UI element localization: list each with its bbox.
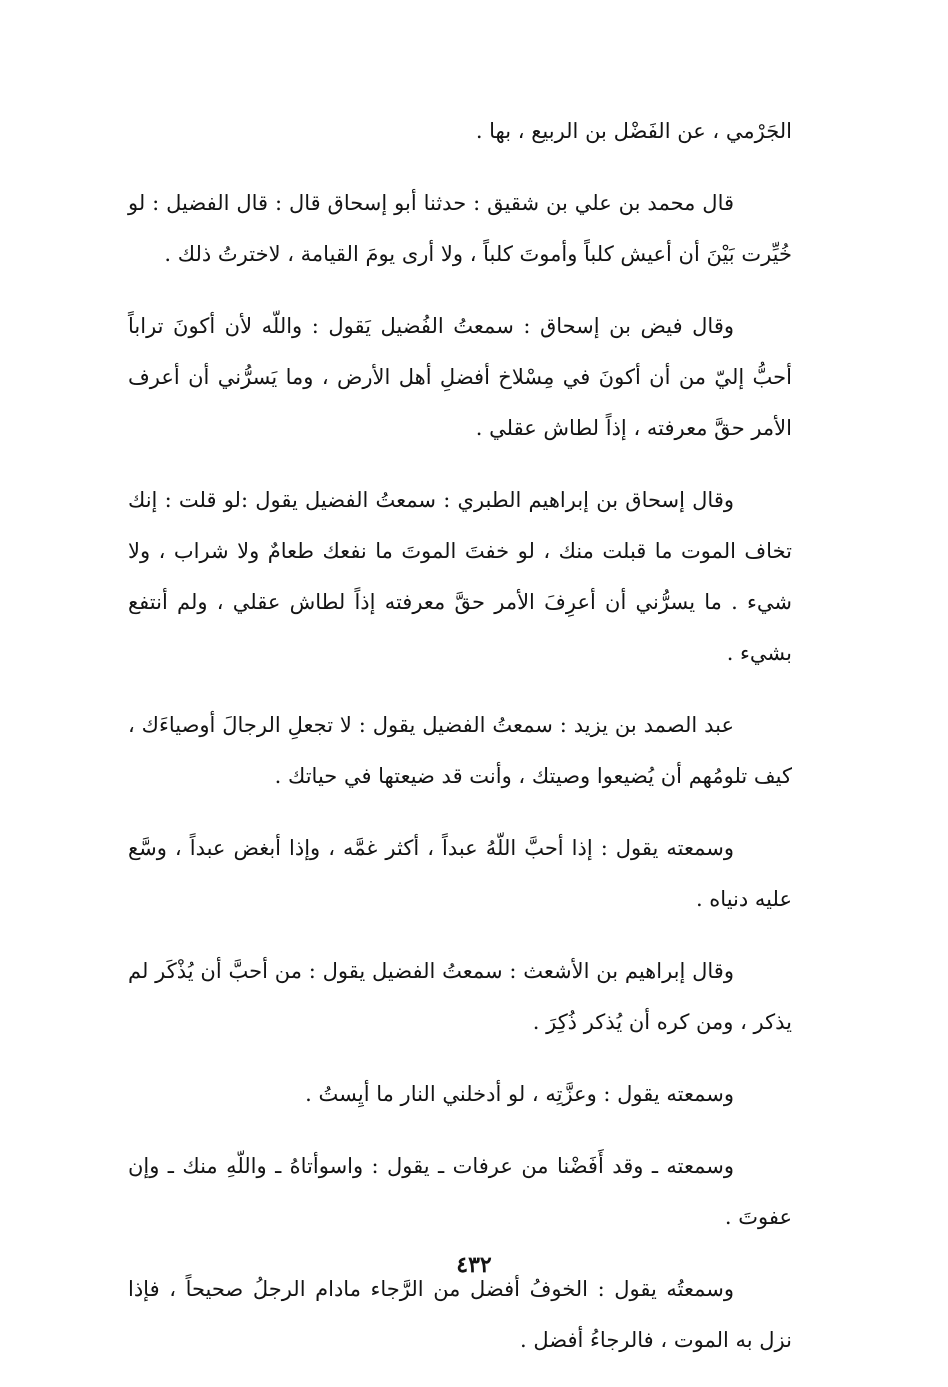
paragraph: وسمعته يقول : إذا أحبَّ اللّهُ عبداً ، أكثر غمَّه ، وإذا أبغض عبداً ، وسَّع عليه دنياه . xyxy=(128,836,792,911)
paragraph: عبد الصمد بن يزيد : سمعتُ الفضيل يقول : لا تجعلِ الرجالَ أوصياءَك ، كيف تلومُهم أن يُضيعوا وصيتك ، وأنت قد ضيعتها في حياتك . xyxy=(128,713,792,788)
paragraph: قال محمد بن علي بن شقيق : حدثنا أبو إسحاق قال : قال الفضيل : لو خُيِّرت بَيْنَ أن أعيش كلباً وأموتَ كلباً ، ولا أرى يومَ القيامة ، لاخترتُ ذلك . xyxy=(128,191,792,266)
paragraph: وسمعته ـ وقد أَفَضْنا من عرفات ـ يقول : واسوأتاهُ ـ واللّهِ منك ـ وإن عفوتَ . xyxy=(128,1154,792,1229)
page-number: ٤٣٢ xyxy=(456,1252,492,1278)
paragraph: وسمعتُه يقول : الخوفُ أفضل من الرَّجاء مادام الرجلُ صحيحاً ، فإذا نزل به الموت ، فالرجاءُ أفضل . xyxy=(128,1277,792,1352)
paragraph: الجَرْمي ، عن الفَضْل بن الربيع ، بها . xyxy=(475,119,792,143)
paragraph: وقال إبراهيم بن الأشعث : سمعتُ الفضيل يقول : من أحبَّ أن يُذْكَر لم يذكر ، ومن كره أن يُذكر ذُكِرَ . xyxy=(128,959,792,1034)
body-text xyxy=(128,106,792,1387)
paragraph: وقال إسحاق بن إبراهيم الطبري : سمعتُ الفضيل يقول :لو قلت : إنك تخاف الموت ما قبلت منك ، لو خفتَ الموتَ ما نفعك طعامٌ ولا شراب ، ولا شيء . ما يسرُّني أن أعرِفَ الأمر حقَّ معرفته إذاً لطاش عقلي ، ولم أنتفع بشيء . xyxy=(128,488,792,665)
paragraph: وقال فيض بن إسحاق : سمعتُ الفُضيل يَقول : واللّه لأن أكونَ تراباً أحبُّ إليّ من أن أكونَ في مِسْلاخ أفضلِ أهل الأرض ، وما يَسرُّني أن أعرف الأمر حقَّ معرفته ، إذاً لطاش عقلي . xyxy=(128,314,792,440)
paragraph: وسمعته يقول : وعزَّتِه ، لو أدخلني النار ما أيِستُ . xyxy=(305,1082,734,1106)
